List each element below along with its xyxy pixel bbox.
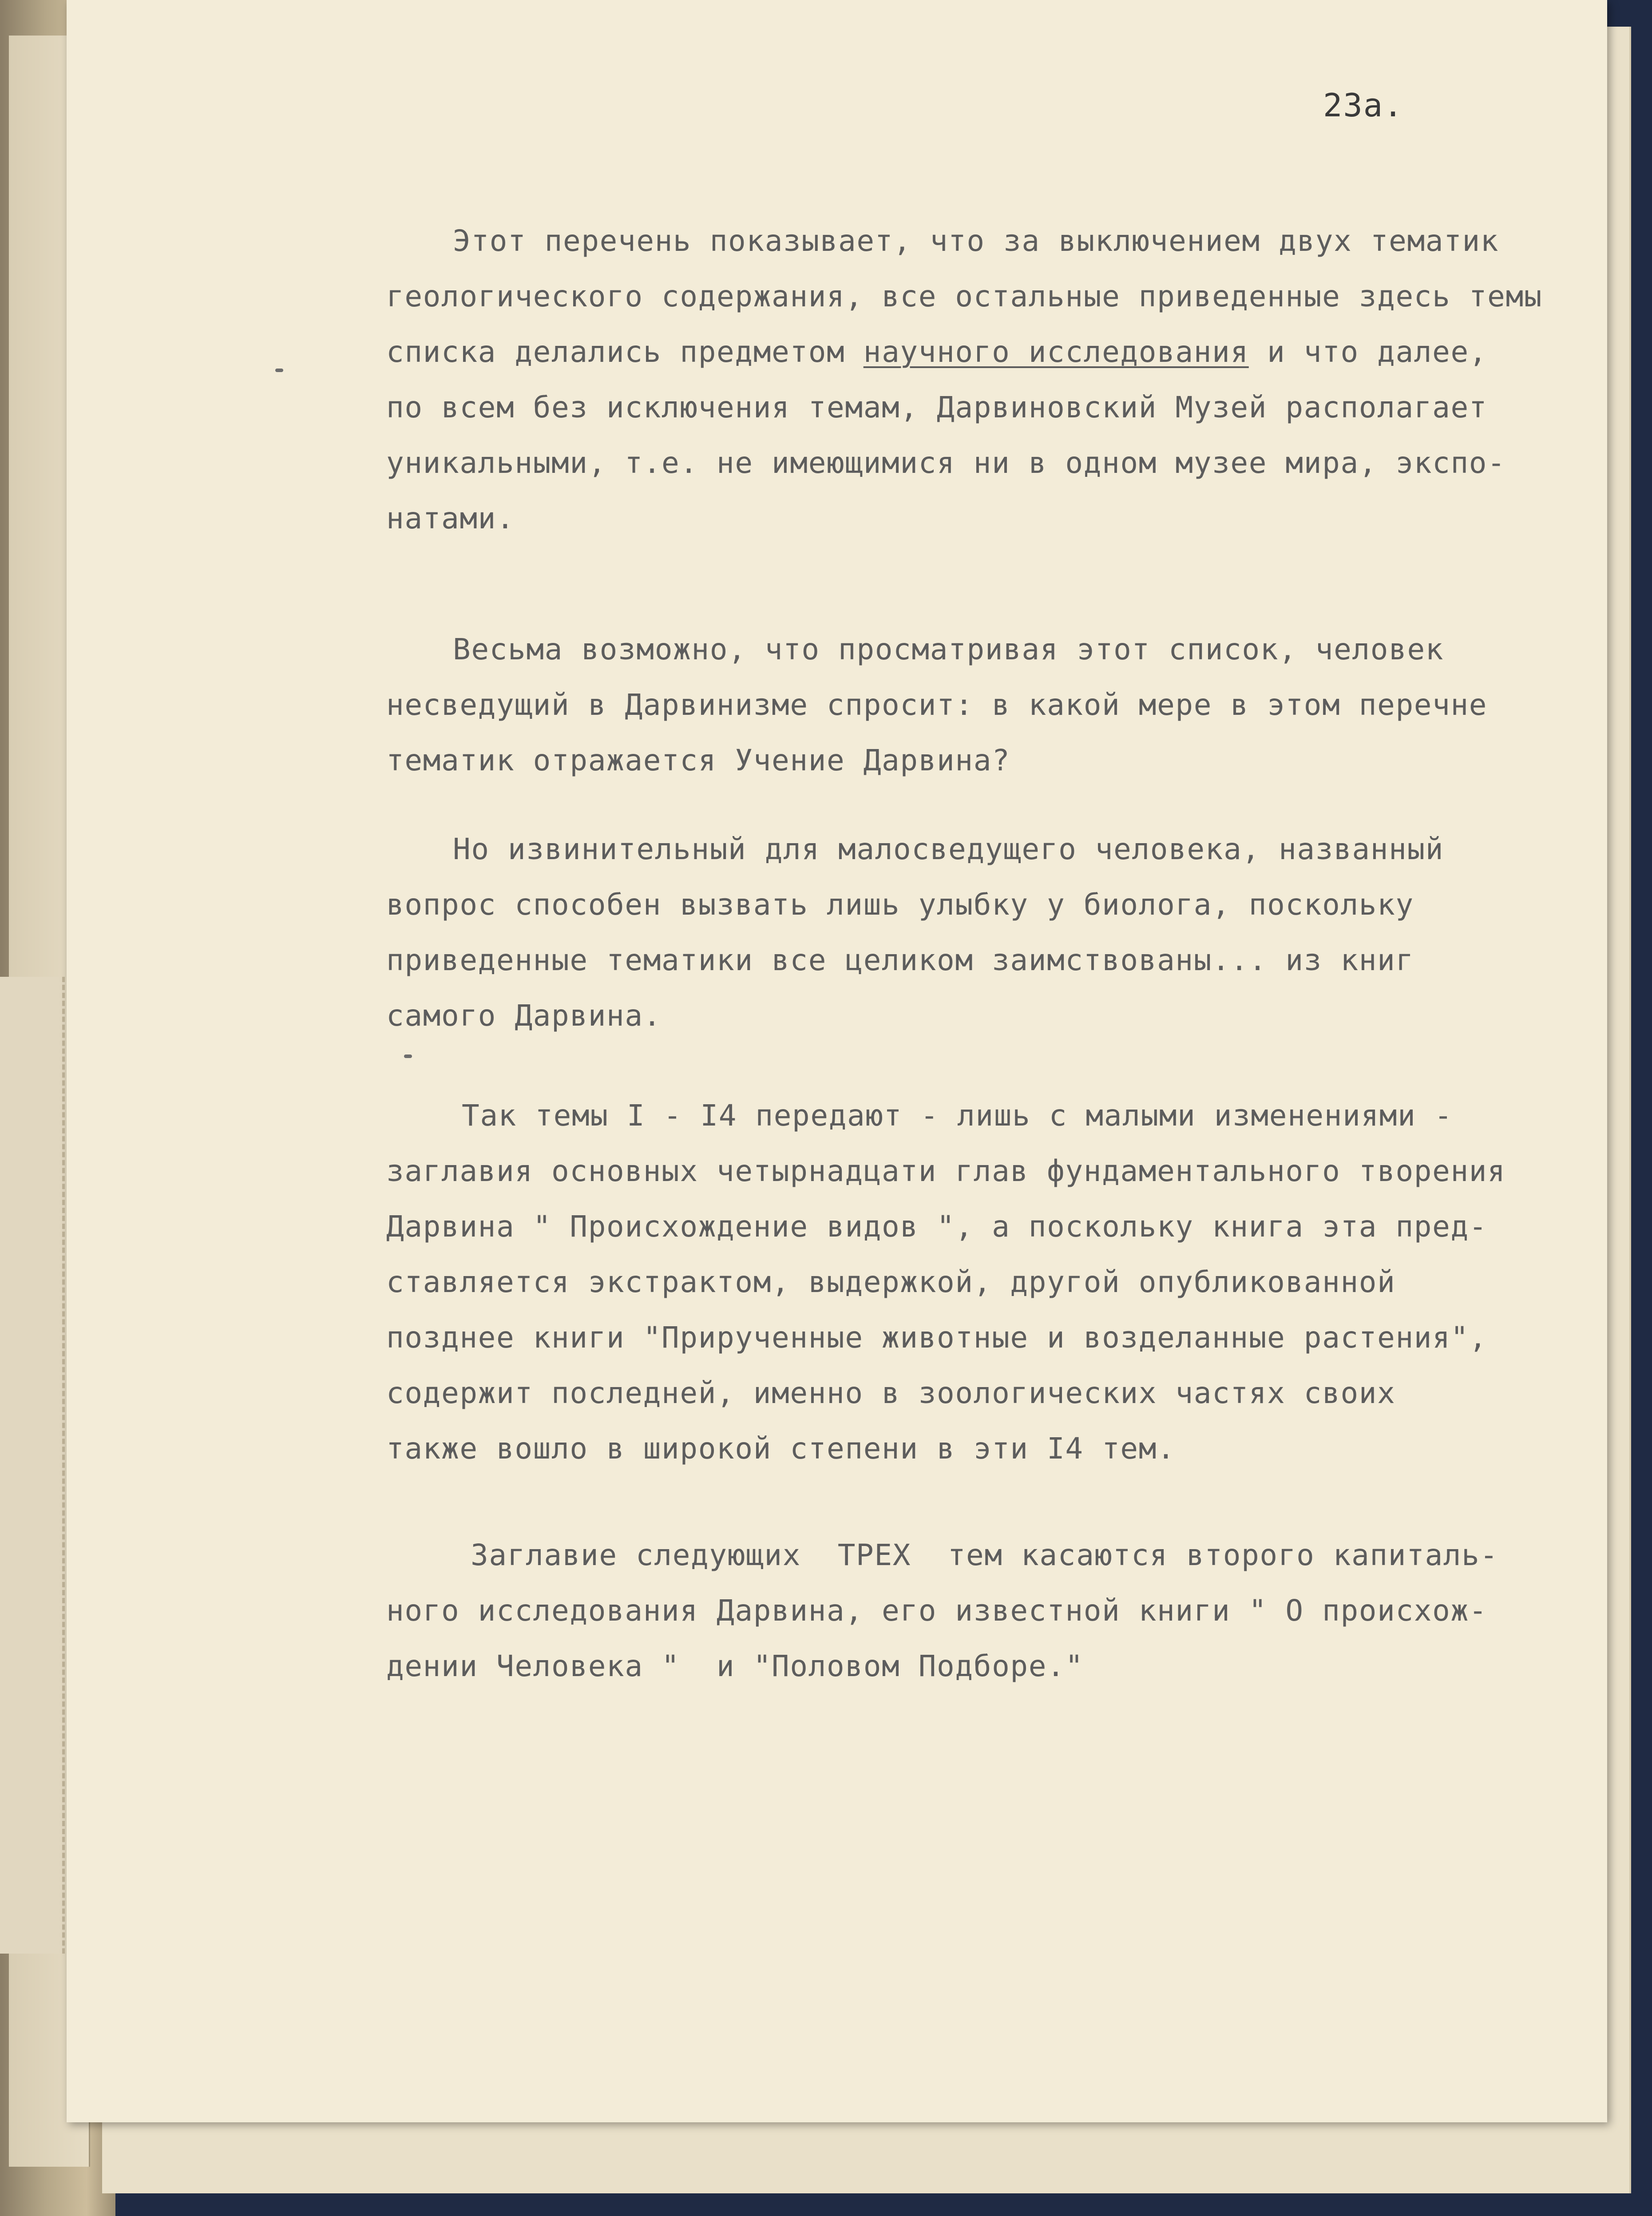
underlined-phrase: научного исследования — [863, 335, 1249, 369]
text-line: Этот перечень показывает, что за выключением двух тематик — [453, 224, 1499, 258]
page-number: 23a. — [1323, 87, 1404, 124]
text-line: геологического содержания, все остальные приведенные здесь темы — [386, 279, 1543, 313]
text-line: Дарвина " Происхождение видов ", а поскольку книга эта пред- — [386, 1209, 1488, 1244]
text-line: вопрос способен вызвать лишь улыбку у биолога, поскольку — [386, 888, 1414, 922]
text-line: также вошло в широкой степени в эти I4 тем. — [386, 1431, 1176, 1466]
ink-speck — [275, 369, 283, 372]
typewritten-page — [67, 0, 1607, 2122]
torn-paper-edge — [0, 977, 65, 1954]
ink-speck — [404, 1054, 412, 1058]
text-line: ставляется экстрактом, выдержкой, другой опубликованной — [386, 1265, 1396, 1299]
paragraph-1 — [386, 213, 1542, 546]
text-line: натами. — [386, 501, 515, 535]
paragraph-5 — [386, 1527, 1498, 1694]
text-line: самого Дарвина. — [386, 999, 662, 1033]
text-line: содержит последней, именно в зоологических частях своих — [386, 1376, 1396, 1410]
text-line: приведенные тематики все целиком заимствованы... из книг — [386, 943, 1414, 977]
text-line — [386, 324, 1542, 380]
line-segment: и что далее, — [1248, 335, 1488, 369]
text-line: ного исследования Дарвина, его известной книги " О происхож- — [386, 1594, 1488, 1628]
text-line: по всем без исключения темам, Дарвиновский Музей располагает — [386, 390, 1488, 424]
text-line: дении Человека " и "Половом Подборе." — [386, 1649, 1084, 1683]
text-line: Но извинительный для малосведущего человека, названный — [453, 832, 1444, 866]
text-line: Весьма возможно, что просматривая этот список, человек — [453, 632, 1444, 666]
line-segment: списка делались предметом — [386, 335, 864, 369]
paragraph-4 — [386, 1088, 1505, 1476]
text-line: несведущий в Дарвинизме спросит: в какой мере в этом перечне — [386, 688, 1488, 722]
text-line: Так темы I - I4 передают - лишь с малыми изменениями - — [462, 1098, 1453, 1133]
text-line: заглавия основных четырнадцати глав фундаментального творения — [386, 1154, 1506, 1188]
paragraph-3 — [386, 821, 1444, 1043]
text-line: уникальными, т.е. не имеющимися ни в одном музее мира, экспо- — [386, 446, 1506, 480]
text-line: Заглавие следующих ТРЕХ тем касаются второго капиталь- — [471, 1538, 1498, 1572]
text-line: тематик отражается Учение Дарвина? — [386, 743, 1010, 777]
text-line: позднее книги "Прирученные животные и возделанные растения", — [386, 1320, 1488, 1355]
paragraph-2 — [386, 622, 1487, 788]
